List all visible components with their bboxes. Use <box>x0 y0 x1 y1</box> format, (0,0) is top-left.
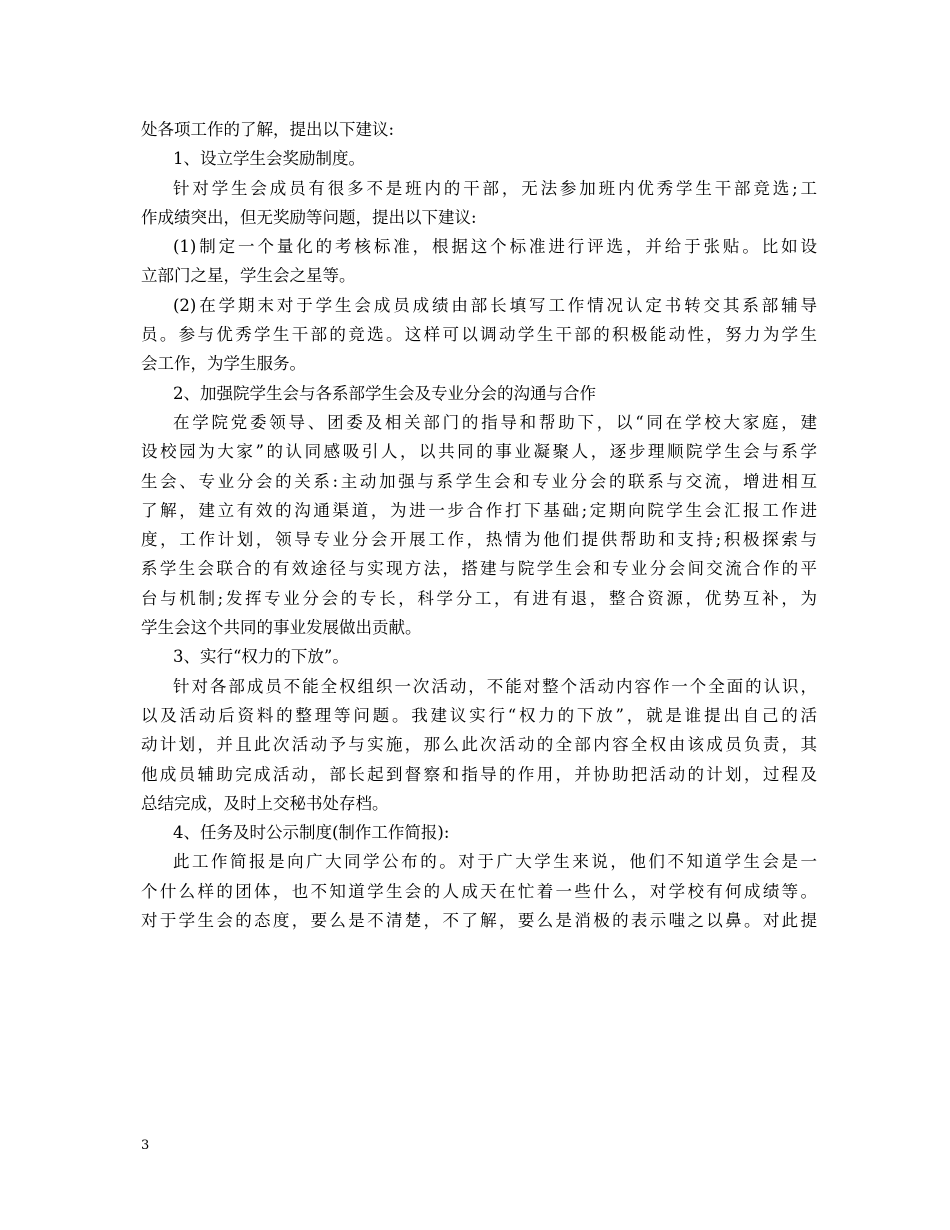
text-line: 针对学生会成员有很多不是班内的干部，无法参加班内优秀学生干部竞选;工 <box>173 178 817 198</box>
text-line: 设校园为大家”的认同感吸引人，以共同的事业凝聚人，逐步理顺院学生会与系学 <box>141 442 817 462</box>
text-line: 动计划，并且此次活动予与实施，那么此次活动的全部内容全权由该成员负责，其 <box>141 735 817 755</box>
text-line: 学生会这个共同的事业发展做出贡献。 <box>141 618 422 638</box>
text-line: 此工作简报是向广大同学公布的。对于广大学生来说，他们不知道学生会是一 <box>173 852 817 872</box>
text-line: 他成员辅助完成活动，部长起到督察和指导的作用，并协助把活动的计划，过程及 <box>141 764 817 784</box>
text-line: 系学生会联合的有效途径与实现方法，搭建与院学生会和专业分会间交流合作的平 <box>141 559 817 579</box>
text-line: 3、实行“权力的下放”。 <box>173 647 349 667</box>
text-line: 处各项工作的了解，提出以下建议: <box>141 120 395 139</box>
text-line: 台与机制;发挥专业分会的专长，科学分工，有进有退，整合资源，优势互补，为 <box>141 588 817 608</box>
text-line: 个什么样的团体，也不知道学生会的人成天在忙着一些什么，对学校有何成绩等。 <box>141 881 817 901</box>
text-line: 总结完成，及时上交秘书处存档。 <box>141 793 389 813</box>
text-line: 员。参与优秀学生干部的竞选。这样可以调动学生干部的积极能动性，努力为学生 <box>141 325 817 345</box>
text-line: 针对各部成员不能全权组织一次活动，不能对整个活动内容作一个全面的认识， <box>173 676 817 696</box>
text-line: 了解，建立有效的沟通渠道，为进一步合作打下基础;定期向院学生会汇报工作进 <box>141 500 817 520</box>
text-line: 生会、专业分会的关系:主动加强与系学生会和专业分会的联系与交流，增进相互 <box>141 471 817 491</box>
text-line: 对于学生会的态度，要么是不清楚，不了解，要么是消极的表示嗤之以鼻。对此提 <box>141 911 817 931</box>
text-line: (2)在学期末对于学生会成员成绩由部长填写工作情况认定书转交其系部辅导 <box>173 295 817 315</box>
text-line: 2、加强院学生会与各系部学生会及专业分会的沟通与合作 <box>173 383 596 403</box>
text-line: 度，工作计划，领导专业分会开展工作，热情为他们提供帮助和支持;积极探索与 <box>141 530 817 550</box>
text-line: 4、任务及时公示制度(制作工作简报): <box>173 823 450 843</box>
body-text <box>141 115 817 935</box>
text-line: 作成绩突出，但无奖励等问题，提出以下建议: <box>141 207 477 227</box>
text-line: 会工作，为学生服务。 <box>141 354 306 374</box>
text-line: (1)制定一个量化的考核标准，根据这个标准进行评选，并给于张贴。比如设 <box>173 237 817 257</box>
text-line: 在学院党委领导、团委及相关部门的指导和帮助下，以“同在学校大家庭，建 <box>173 412 817 432</box>
text-line: 以及活动后资料的整理等问题。我建议实行“权力的下放”，就是谁提出自己的活 <box>141 705 817 725</box>
text-line: 立部门之星，学生会之星等。 <box>141 266 356 286</box>
text-line: 1、设立学生会奖励制度。 <box>173 149 365 169</box>
page-number: 3 <box>141 1138 150 1153</box>
